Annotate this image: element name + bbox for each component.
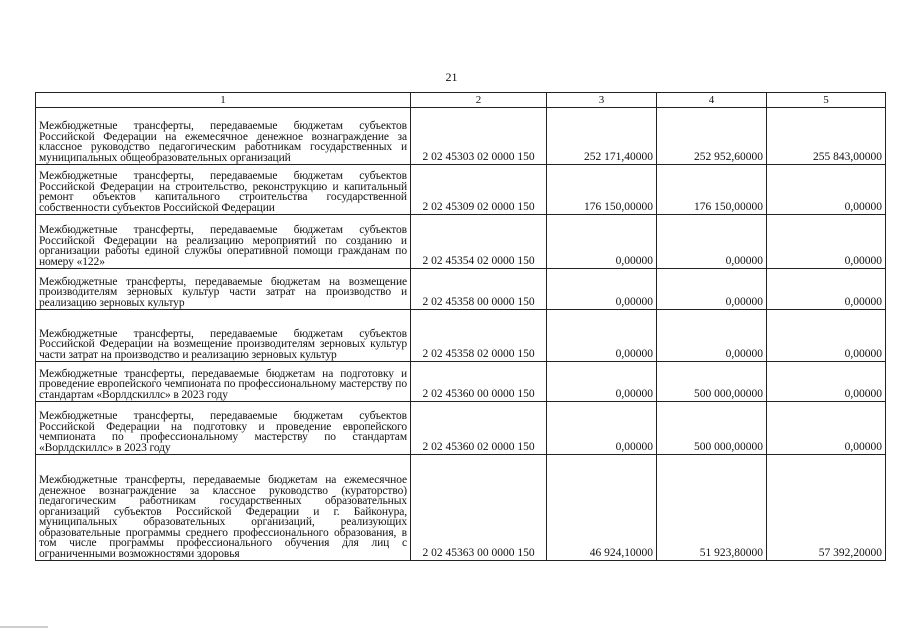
row-value-col5: 0,00000 [767,269,886,310]
row-description: Межбюджетные трансферты, передаваемые бюджетам субъектов Российской Федерации на подготовку и проведение европейского чемпионата по профессиональному мастерству по стандартам «Ворлдскиллс» в 2023 году [36,402,411,455]
row-value-col3: 0,00000 [547,402,657,455]
row-description: Межбюджетные трансферты, передаваемые бюджетам субъектов Российской Федерации на ежемесячное денежное вознаграждение за классное руководство педагогическим работникам государственных и муниципальных общеобразовательных организаций [36,108,411,165]
column-header-3: 3 [547,93,657,108]
row-description: Межбюджетные трансферты, передаваемые бюджетам на подготовку и проведение европейского чемпионата по профессиональному мастерству по стандартам «Ворлдскиллс» в 2023 году [36,362,411,402]
budget-table [35,92,886,561]
table-row [36,165,886,215]
scan-edge-mark [0,626,48,628]
row-value-col3: 0,00000 [547,215,657,269]
row-value-col4: 252 952,60000 [657,108,767,165]
row-budget-code: 2 02 45360 00 0000 150 [411,362,547,402]
table-row [36,362,886,402]
row-value-col4: 51 923,80000 [657,455,767,561]
row-value-col5: 0,00000 [767,165,886,215]
row-value-col4: 0,00000 [657,269,767,310]
row-budget-code: 2 02 45363 00 0000 150 [411,455,547,561]
row-value-col4: 500 000,00000 [657,402,767,455]
column-header-4: 4 [657,93,767,108]
table-row [36,310,886,362]
row-value-col4: 0,00000 [657,215,767,269]
row-value-col3: 0,00000 [547,310,657,362]
row-value-col5: 255 843,00000 [767,108,886,165]
row-value-col5: 57 392,20000 [767,455,886,561]
row-value-col3: 176 150,00000 [547,165,657,215]
row-value-col3: 0,00000 [547,269,657,310]
row-budget-code: 2 02 45358 02 0000 150 [411,310,547,362]
row-description: Межбюджетные трансферты, передаваемые бюджетам на возмещение производителям зерновых культур части затрат на производство и реализацию зерновых культур [36,269,411,310]
row-value-col5: 0,00000 [767,215,886,269]
row-value-col3: 46 924,10000 [547,455,657,561]
table-row [36,455,886,561]
table-row [36,108,886,165]
column-header-5: 5 [767,93,886,108]
table-row [36,269,886,310]
column-header-2: 2 [411,93,547,108]
table-row [36,215,886,269]
row-budget-code: 2 02 45354 02 0000 150 [411,215,547,269]
table-row [36,402,886,455]
row-value-col5: 0,00000 [767,402,886,455]
row-budget-code: 2 02 45303 02 0000 150 [411,108,547,165]
row-description: Межбюджетные трансферты, передаваемые бюджетам субъектов Российской Федерации на возмещение производителям зерновых культур части затрат на производство и реализацию зерновых культур [36,310,411,362]
row-budget-code: 2 02 45358 00 0000 150 [411,269,547,310]
row-value-col4: 176 150,00000 [657,165,767,215]
row-value-col3: 0,00000 [547,362,657,402]
row-value-col3: 252 171,40000 [547,108,657,165]
row-description: Межбюджетные трансферты, передаваемые бюджетам на ежемесячное денежное вознаграждение за классное руководство (кураторство) педагогическим работникам государственных образовательных организаций субъектов Российской Федерации и г. Байконура, муниципальных образовательных организаций, реализующих образовательные программы среднего профессионального образования, в том числе программы профессионального обучения для лиц с ограниченными возможностями здоровья [36,455,411,561]
row-value-col5: 0,00000 [767,310,886,362]
page-number: 21 [445,70,458,84]
row-value-col4: 500 000,00000 [657,362,767,402]
table-header-row [36,93,886,108]
row-budget-code: 2 02 45309 02 0000 150 [411,165,547,215]
row-budget-code: 2 02 45360 02 0000 150 [411,402,547,455]
row-description: Межбюджетные трансферты, передаваемые бюджетам субъектов Российской Федерации на строительство, реконструкцию и капитальный ремонт объектов капитального строительства государственной собственности субъектов Российской Федерации [36,165,411,215]
row-value-col4: 0,00000 [657,310,767,362]
row-description: Межбюджетные трансферты, передаваемые бюджетам субъектов Российской Федерации на реализацию мероприятий по созданию и организации работы единой службы оперативной помощи гражданам по номеру «122» [36,215,411,269]
column-header-1: 1 [36,93,411,108]
row-value-col5: 0,00000 [767,362,886,402]
